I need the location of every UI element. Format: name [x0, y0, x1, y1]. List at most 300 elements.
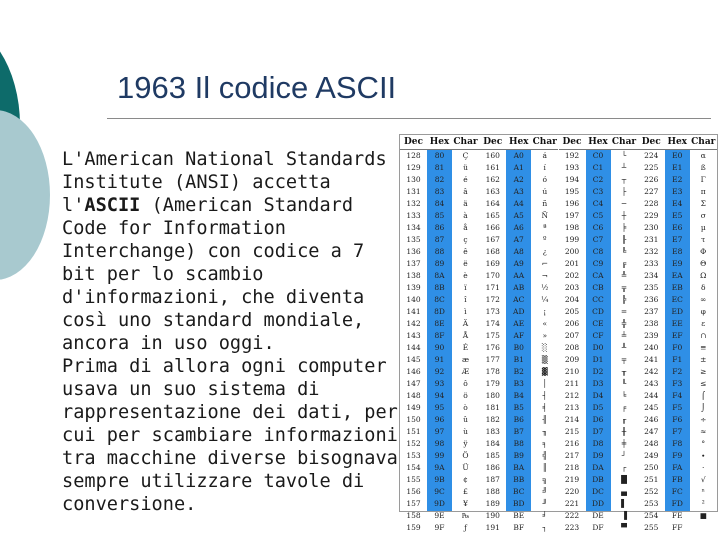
table-cell: 9E [434, 511, 445, 520]
table-cell: 176 [485, 343, 500, 352]
table-cell: ÷ [700, 415, 707, 424]
table-cell: BF [513, 523, 525, 532]
table-cell: ╛ [542, 511, 547, 520]
table-cell: EC [671, 295, 683, 304]
table-cell: ¥ [463, 499, 468, 508]
table-cell: ª [542, 223, 547, 232]
table-group-1 [400, 135, 479, 532]
table-cell: B8 [513, 439, 524, 448]
extended-ascii-table [399, 134, 718, 532]
table-cell: 231 [644, 235, 659, 244]
table-cell: B1 [513, 355, 524, 364]
table-cell: 249 [644, 451, 659, 460]
table-cell: 139 [406, 283, 421, 292]
table-cell: ≥ [700, 367, 707, 376]
table-cell: Æ [461, 367, 470, 376]
table-cell: 160 [485, 151, 500, 160]
table-cell: 136 [406, 247, 421, 256]
column-header: Hex [665, 135, 690, 150]
table-cell: 213 [564, 403, 580, 412]
table-cell: 175 [485, 331, 500, 340]
table-cell: 170 [485, 271, 500, 280]
table-cell: ½ [541, 283, 549, 292]
table-cell: ß [700, 163, 706, 172]
table-cell: A2 [513, 175, 524, 184]
table-cell: 198 [564, 223, 580, 232]
table-cell: 180 [485, 391, 500, 400]
table-cell: í [543, 163, 546, 172]
table-cell: ñ [542, 199, 548, 208]
table-cell: E6 [672, 223, 683, 232]
table-cell: 194 [564, 175, 580, 184]
table-cell: 239 [644, 331, 659, 340]
table-cell: 179 [485, 379, 500, 388]
table-cell: 201 [564, 259, 580, 268]
table-cell: 218 [564, 463, 580, 472]
table-cell: 222 [564, 511, 580, 520]
table-cell: 211 [564, 379, 580, 388]
table-cell: BC [513, 487, 525, 496]
table-cell: ╝ [542, 487, 547, 496]
column-chr [611, 135, 638, 532]
decorative-light-shape [0, 110, 50, 280]
table-cell: C0 [592, 151, 604, 160]
table-cell: ô [463, 379, 468, 388]
table-cell: ╢ [542, 415, 547, 424]
table-cell: █ [621, 475, 627, 484]
table-cell: « [542, 319, 548, 328]
table-cell: τ [701, 235, 706, 244]
column-header: Char [531, 135, 558, 150]
table-cell: 164 [485, 199, 500, 208]
table-cell: 202 [564, 271, 580, 280]
table-cell: ¡ [543, 307, 547, 316]
table-cell: AD [513, 307, 525, 316]
paragraph-ascii-intro [62, 148, 398, 355]
table-cell: 232 [644, 247, 659, 256]
table-cell: ¢ [463, 475, 468, 484]
column-dec [400, 135, 427, 532]
table-cell: 161 [485, 163, 500, 172]
table-cell: 223 [564, 523, 580, 532]
table-cell: ┘ [621, 451, 627, 460]
table-cell: E2 [672, 175, 683, 184]
table-cell: 205 [564, 307, 580, 316]
table-cell: 167 [485, 235, 500, 244]
table-cell: 190 [485, 511, 500, 520]
table-cell: ╡ [542, 403, 547, 412]
table-cell: 252 [644, 487, 659, 496]
table-cell: 245 [644, 403, 659, 412]
table-cell: Ñ [541, 211, 549, 220]
table-cell: F5 [672, 403, 683, 412]
table-cell: 133 [406, 211, 421, 220]
table-cell: ∙ [701, 451, 706, 460]
table-cell: ╦ [621, 283, 627, 292]
table-cell: 144 [406, 343, 421, 352]
table-cell: 177 [485, 355, 500, 364]
table-group-2 [479, 135, 558, 532]
table-cell: 96 [434, 415, 445, 424]
table-cell: ç [463, 235, 468, 244]
table-cell: E8 [672, 247, 683, 256]
table-cell: 169 [485, 259, 500, 268]
table-cell: ╓ [621, 415, 627, 424]
table-cell: │ [542, 379, 547, 388]
table-cell: ∩ [700, 331, 707, 340]
table-cell: D4 [592, 391, 604, 400]
table-cell: 203 [564, 283, 580, 292]
table-cell: 226 [644, 175, 659, 184]
table-cell: 84 [434, 199, 445, 208]
table-cell: E5 [672, 211, 683, 220]
table-cell: 242 [644, 367, 659, 376]
table-cell: 216 [564, 439, 580, 448]
table-cell: B0 [513, 343, 524, 352]
table-cell: 243 [644, 379, 659, 388]
table-cell: ÿ [463, 439, 468, 448]
table-cell: 83 [434, 187, 445, 196]
table-cell: ╪ [621, 439, 627, 448]
table-cell: DA [592, 463, 604, 472]
table-cell: ö [463, 391, 468, 400]
table-cell: 82 [434, 175, 445, 184]
table-cell: 228 [644, 199, 659, 208]
table-cell: A4 [513, 199, 524, 208]
column-header: Hex [586, 135, 611, 150]
table-cell: 255 [644, 523, 659, 532]
table-cell: 138 [406, 271, 421, 280]
table-cell: FC [671, 487, 683, 496]
table-cell: D5 [592, 403, 604, 412]
table-cell: ┐ [542, 523, 547, 532]
table-cell: 93 [434, 379, 445, 388]
table-cell: ¬ [541, 271, 548, 280]
table-cell: å [463, 223, 468, 232]
table-cell: é [463, 175, 468, 184]
table-cell: ╔ [621, 259, 627, 268]
table-cell: 85 [434, 211, 445, 220]
table-cell: û [463, 415, 468, 424]
table-cell: 152 [406, 439, 421, 448]
table-cell: EB [671, 283, 683, 292]
table-cell: 142 [406, 319, 421, 328]
table-cell: Ü [462, 463, 469, 472]
table-cell: º [542, 235, 547, 244]
table-cell: è [463, 271, 468, 280]
slide-body [62, 148, 398, 516]
table-cell: CE [592, 319, 604, 328]
table-cell: BA [513, 463, 525, 472]
table-cell: AE [513, 319, 525, 328]
table-cell: 253 [644, 499, 659, 508]
column-header: Char [690, 135, 717, 150]
column-header: Dec [479, 135, 506, 150]
table-cell: ┌ [621, 463, 627, 472]
table-cell: CF [592, 331, 604, 340]
table-cell: D7 [592, 427, 604, 436]
table-cell: B9 [513, 451, 524, 460]
table-cell: EA [671, 271, 683, 280]
table-cell: æ [461, 355, 470, 364]
table-cell: 236 [644, 295, 659, 304]
table-cell: 131 [406, 187, 421, 196]
table-cell: 88 [434, 247, 445, 256]
slide-title: 1963 Il codice ASCII [117, 70, 397, 105]
table-cell: Φ [700, 247, 707, 256]
table-cell: ± [700, 355, 707, 364]
table-cell: ⌐ [541, 259, 548, 268]
table-cell: Å [462, 331, 469, 340]
table-cell: 185 [485, 451, 500, 460]
table-cell: 153 [406, 451, 421, 460]
table-cell: 181 [485, 403, 500, 412]
table-cell: σ [700, 211, 706, 220]
table-cell: 163 [485, 187, 500, 196]
table-cell: á [542, 151, 547, 160]
table-cell: ≤ [700, 379, 707, 388]
table-cell: B2 [513, 367, 524, 376]
table-cell: 229 [644, 211, 659, 220]
column-header: Hex [506, 135, 531, 150]
table-cell: 8C [434, 295, 445, 304]
table-cell: FE [671, 511, 683, 520]
table-cell: A6 [513, 223, 524, 232]
table-cell: 9F [434, 523, 445, 532]
table-cell: ─ [621, 199, 627, 208]
table-cell: ▀ [621, 523, 627, 532]
paragraph-before-ascii: Prima di allora ogni computer usava un suo sistema di rappresentazione dei dati, per cui per scambiare informazioni tra macchine diverse bisognava sempre utilizzare tavole di conversione. [62, 356, 398, 515]
table-cell: 219 [564, 475, 580, 484]
table-cell: FD [671, 499, 683, 508]
table-cell: C6 [592, 223, 604, 232]
table-cell: ╠ [621, 295, 627, 304]
table-cell: D3 [592, 379, 604, 388]
table-cell: C7 [592, 235, 604, 244]
table-cell: 248 [644, 439, 659, 448]
table-cell: 90 [434, 343, 445, 352]
table-cell: ╖ [542, 427, 547, 436]
table-cell: AC [513, 295, 525, 304]
table-cell: ┬ [621, 175, 627, 184]
table-cell: ╚ [621, 247, 627, 256]
table-cell: 251 [644, 475, 659, 484]
table-cell: 214 [564, 415, 580, 424]
column-hex [506, 135, 531, 532]
table-cell: A3 [513, 187, 524, 196]
table-cell: 173 [485, 307, 500, 316]
table-cell: √ [700, 475, 706, 484]
table-cell: CB [592, 283, 604, 292]
table-cell: 80 [434, 151, 445, 160]
table-cell: ₧ [461, 511, 470, 520]
table-cell: B3 [513, 379, 524, 388]
table-cell: ▒ [541, 355, 548, 364]
table-cell: 99 [434, 451, 445, 460]
table-cell: 234 [644, 271, 659, 280]
table-cell: AA [513, 271, 525, 280]
column-hex [665, 135, 690, 532]
column-chr [452, 135, 479, 532]
table-cell: 192 [564, 151, 580, 160]
table-cell: A1 [513, 163, 524, 172]
table-cell: 200 [564, 247, 580, 256]
table-cell: ê [463, 247, 468, 256]
table-cell: 8A [434, 271, 445, 280]
table-cell: ╤ [621, 355, 627, 364]
table-cell: ≡ [700, 343, 707, 352]
table-cell: Γ [700, 175, 706, 184]
column-header: Dec [400, 135, 427, 150]
table-cell: ╫ [621, 427, 627, 436]
table-group-4 [638, 135, 717, 532]
table-cell: 98 [434, 439, 445, 448]
table-cell: A8 [513, 247, 524, 256]
para1-bold-ascii: ASCII [84, 195, 141, 216]
table-cell: F9 [672, 451, 683, 460]
table-cell: 141 [406, 307, 421, 316]
table-cell: 94 [434, 391, 445, 400]
table-cell: 140 [406, 295, 421, 304]
table-cell: ë [463, 259, 468, 268]
table-cell: ≈ [700, 427, 707, 436]
table-cell: 197 [564, 211, 580, 220]
table-cell: 150 [406, 415, 421, 424]
table-cell: ╩ [621, 271, 627, 280]
table-cell: É [462, 343, 469, 352]
table-cell: CA [592, 271, 604, 280]
table-cell: 154 [406, 463, 421, 472]
table-cell: 224 [644, 151, 659, 160]
column-header: Char [611, 135, 638, 150]
table-cell: 210 [564, 367, 580, 376]
table-cell: 148 [406, 391, 421, 400]
table-cell: └ [621, 151, 627, 160]
table-cell: D9 [592, 451, 604, 460]
table-cell: AF [513, 331, 525, 340]
table-cell: D2 [592, 367, 604, 376]
table-cell: C4 [592, 199, 604, 208]
table-cell: ▓ [541, 367, 548, 376]
table-cell: EF [671, 331, 683, 340]
table-cell: FF [672, 523, 683, 532]
table-cell: BD [512, 499, 525, 508]
column-hex [586, 135, 611, 532]
table-cell: » [542, 331, 548, 340]
table-cell: 246 [644, 415, 659, 424]
table-cell: ╥ [621, 367, 627, 376]
table-cell: 199 [564, 235, 580, 244]
table-cell: 149 [406, 403, 421, 412]
table-cell: 9B [434, 475, 445, 484]
table-cell: Θ [700, 259, 707, 268]
table-cell: 238 [644, 319, 659, 328]
table-cell: D8 [592, 439, 604, 448]
table-cell: Ä [462, 319, 469, 328]
table-cell: 187 [485, 475, 500, 484]
table-cell: Ç [462, 151, 469, 160]
table-cell: F7 [672, 427, 683, 436]
table-cell: 134 [406, 223, 421, 232]
table-cell: 89 [434, 259, 445, 268]
table-cell: 9C [434, 487, 445, 496]
table-cell: E9 [672, 259, 683, 268]
table-cell: 174 [485, 319, 500, 328]
table-cell: 155 [406, 475, 421, 484]
table-cell: 130 [406, 175, 421, 184]
table-cell: 86 [434, 223, 445, 232]
table-cell: ¼ [541, 295, 549, 304]
table-cell: 240 [644, 343, 659, 352]
table-cell: F4 [672, 391, 683, 400]
table-cell: E1 [672, 163, 683, 172]
table-cell: 157 [406, 499, 421, 508]
column-hex [427, 135, 452, 532]
table-cell: BB [513, 475, 525, 484]
table-cell: ε [701, 319, 706, 328]
table-cell: C1 [592, 163, 604, 172]
table-cell: ä [463, 199, 468, 208]
table-cell: 81 [434, 163, 445, 172]
table-cell: 171 [485, 283, 500, 292]
table-cell: ╟ [621, 235, 627, 244]
table-cell: ╕ [542, 439, 547, 448]
table-cell: 128 [406, 151, 421, 160]
table-cell: π [700, 187, 706, 196]
table-cell: 183 [485, 427, 500, 436]
table-cell: ║ [542, 463, 547, 472]
table-cell: 184 [485, 439, 500, 448]
table-cell: 137 [406, 259, 421, 268]
table-cell: ⌠ [701, 391, 706, 400]
table-cell: D0 [592, 343, 604, 352]
table-cell: C5 [592, 211, 604, 220]
table-cell: 91 [434, 355, 445, 364]
table-cell: 217 [564, 451, 580, 460]
table-cell: ∞ [700, 295, 707, 304]
table-cell: FA [672, 463, 683, 472]
table-cell: ⁿ [701, 487, 705, 496]
table-cell: ┼ [621, 211, 627, 220]
table-cell: ░ [541, 343, 548, 352]
table-cell: 147 [406, 379, 421, 388]
table-cell: 189 [485, 499, 500, 508]
table-cell: CD [592, 307, 604, 316]
table-cell: B7 [513, 427, 524, 436]
table-cell: 225 [644, 163, 659, 172]
table-cell: ï [464, 283, 467, 292]
column-header: Dec [559, 135, 586, 150]
table-cell: DD [591, 499, 605, 508]
table-cell: 204 [564, 295, 580, 304]
table-cell: φ [700, 307, 706, 316]
table-cell: ▌ [621, 499, 627, 508]
table-cell: ╘ [621, 391, 627, 400]
table-group-3 [559, 135, 638, 532]
column-header: Hex [427, 135, 452, 150]
table-cell: ╧ [621, 331, 627, 340]
table-cell: C8 [592, 247, 604, 256]
table-cell: ╙ [621, 379, 627, 388]
table-cell: ° [701, 439, 706, 448]
table-cell: F0 [672, 343, 683, 352]
column-dec [638, 135, 665, 532]
table-cell: â [463, 187, 468, 196]
table-cell: DB [592, 475, 604, 484]
table-cell: 158 [406, 511, 421, 520]
table-cell: δ [700, 283, 706, 292]
table-cell: 97 [434, 427, 445, 436]
